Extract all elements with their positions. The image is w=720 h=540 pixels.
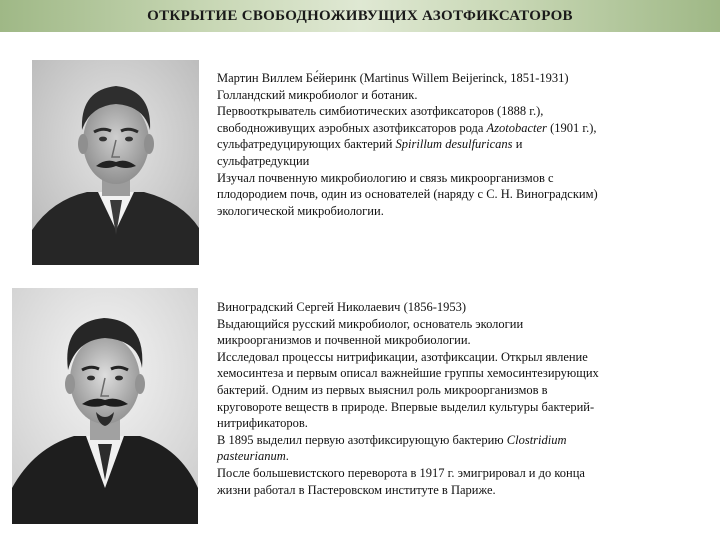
bio-line: Исследовал процессы нитрификации, азотфиксации. Открыл явление (217, 349, 588, 364)
bio-text: и (512, 137, 523, 152)
bio-text: В 1895 выделил первую азотфиксирующую бактерию (217, 432, 507, 447)
bio-line: Выдающийся русский микробиолог, основатель экологии (217, 316, 524, 331)
page-title: ОТКРЫТИЕ СВОБОДНОЖИВУЩИХ АЗОТФИКСАТОРОВ (147, 7, 573, 24)
bio-line (217, 120, 687, 137)
bio-line: хемосинтеза и первым описал важнейшие группы хемосинтезирующих (217, 366, 599, 381)
bio-winogradsky (217, 299, 712, 498)
portrait-beijerinck-image (32, 60, 199, 265)
bio-line: После большевистского переворота в 1917 г. эмигрировал и до конца (217, 465, 585, 480)
bio-line: Первооткрыватель симбиотических азотфиксаторов (1888 г.), (217, 104, 544, 119)
genus-azotobacter: Azotobacter (486, 120, 547, 135)
title-bar (0, 0, 720, 32)
bio-line: жизни работал в Пастеровском институте в Париже. (217, 482, 496, 497)
bio-beijerinck (217, 70, 687, 219)
bio-line: нитрификаторов. (217, 416, 308, 431)
bio-line: плодородием почв, один из основателей (наряду с С. Н. Виноградским) (217, 187, 598, 202)
bio-line: микроорганизмов и почвенной микробиологии. (217, 333, 471, 348)
bio-line: сульфатредукции (217, 153, 310, 168)
genus-clostridium: Clostridium (506, 432, 567, 447)
species-pasteurianum: pasteurianum (217, 449, 286, 464)
bio-text: свободноживущих аэробных азотфиксаторов рода (217, 120, 487, 135)
bio-line: бактерий. Одним из первых выяснил роль микроорганизмов в (217, 382, 548, 397)
bio-text: . (285, 449, 289, 464)
bio-line: Изучал почвенную микробиологию и связь микроорганизмов с (217, 170, 554, 185)
bio-line: Голландский микробиолог и ботаник. (217, 87, 418, 102)
bio-line: круговороте веществ в природе. Впервые выделил культуры бактерий- (217, 399, 595, 414)
bio-line: Виноградский Сергей Николаевич (1856-1953) (217, 300, 467, 314)
bio-line (217, 448, 712, 465)
portrait-winogradsky-image (12, 288, 198, 524)
species-spirillum: Spirillum desulfuricans (395, 137, 513, 152)
bio-line (217, 136, 687, 153)
bio-line: экологической микробиологии. (217, 203, 384, 218)
bio-line (217, 432, 712, 449)
bio-line: Мартин Виллем Бе́йеринк (Martinus Willem Beijerinck, 1851-1931) (217, 71, 569, 85)
bio-text: (1901 г.), (546, 120, 597, 135)
portrait-winogradsky (12, 288, 198, 524)
bio-text: сульфатредуцирующих бактерий (217, 137, 396, 152)
portrait-beijerinck (32, 60, 199, 265)
